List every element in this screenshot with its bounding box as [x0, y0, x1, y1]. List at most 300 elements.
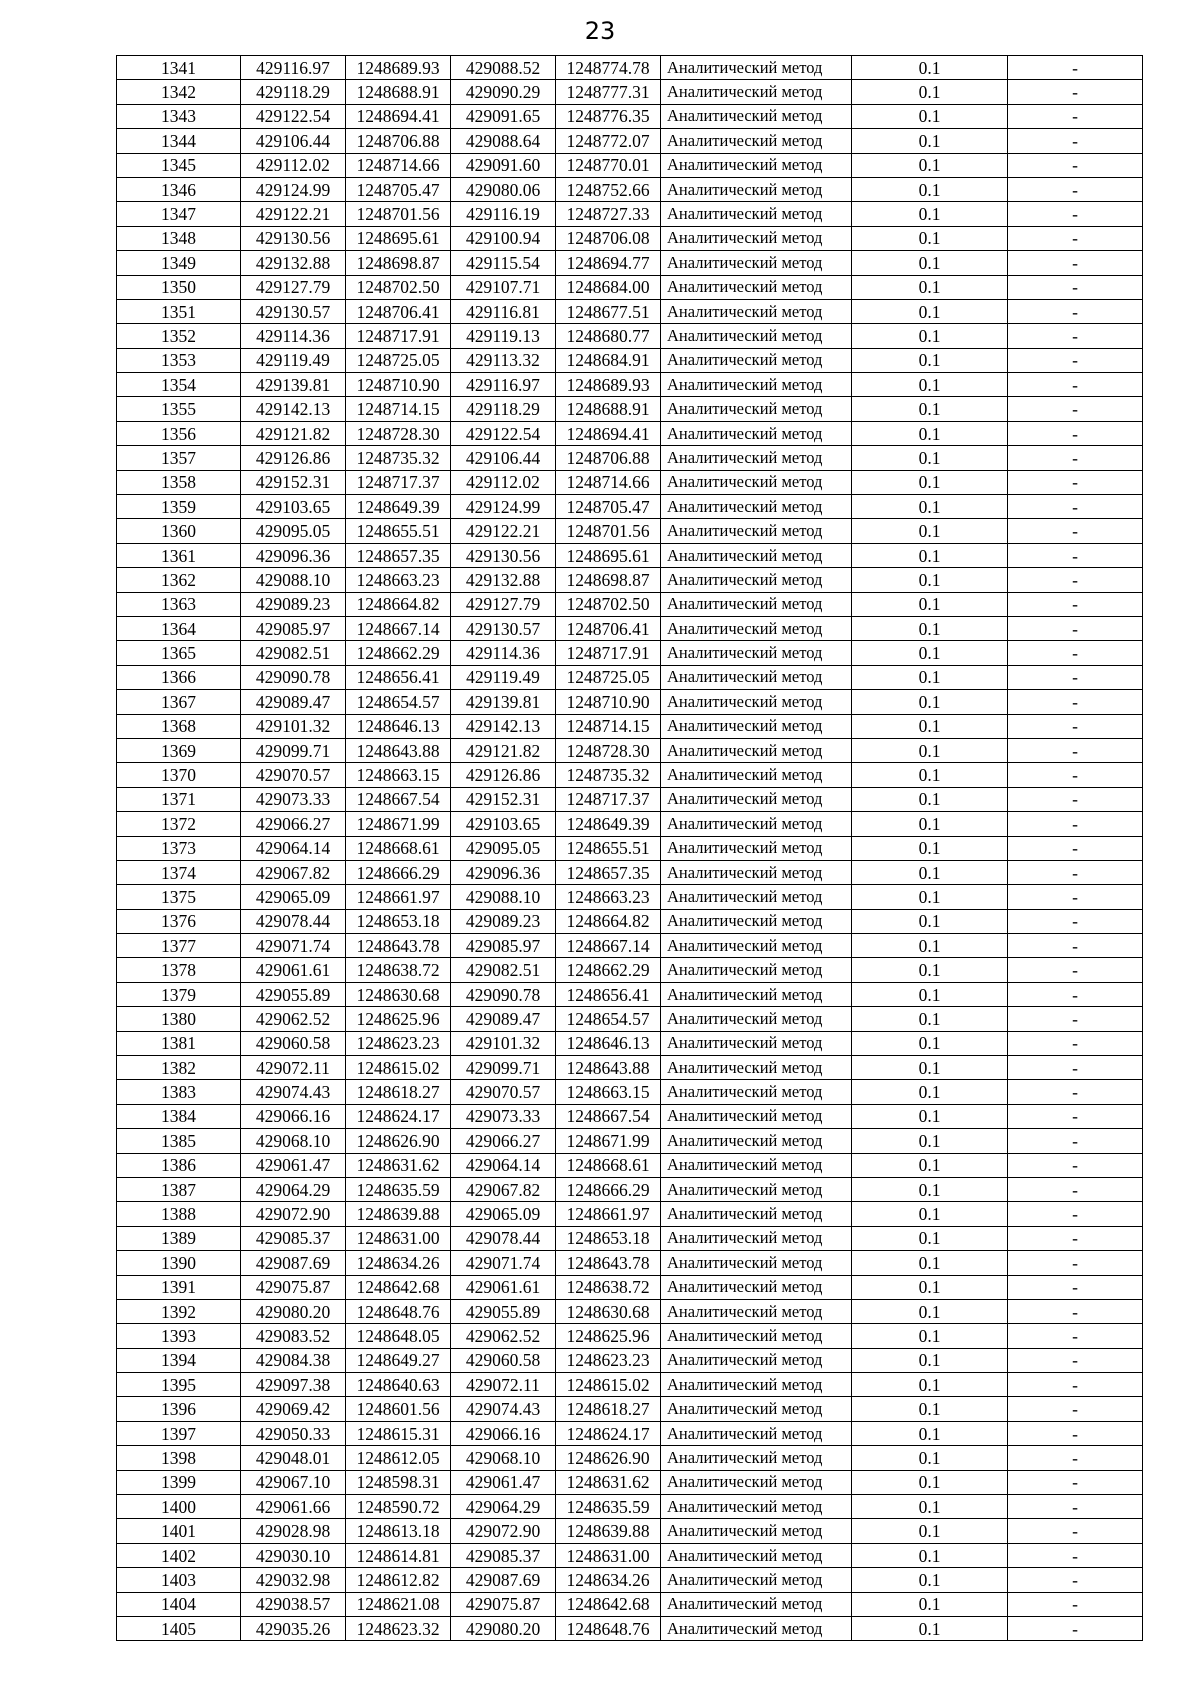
- y1-cell: 1248717.37: [346, 470, 451, 494]
- point-number-cell: 1396: [117, 1397, 241, 1421]
- y2-cell: 1248777.31: [556, 80, 661, 104]
- x2-cell: 429091.65: [451, 104, 556, 128]
- x1-cell: 429124.99: [241, 177, 346, 201]
- table-row: [117, 1153, 1143, 1177]
- y2-cell: 1248728.30: [556, 738, 661, 762]
- table-row: [117, 1519, 1143, 1543]
- x1-cell: 429067.82: [241, 860, 346, 884]
- x2-cell: 429112.02: [451, 470, 556, 494]
- method-cell: Аналитический метод: [661, 690, 852, 714]
- accuracy-cell: 0.1: [852, 543, 1008, 567]
- x1-cell: 429103.65: [241, 495, 346, 519]
- accuracy-cell: 0.1: [852, 1031, 1008, 1055]
- x2-cell: 429088.52: [451, 56, 556, 80]
- point-number-cell: 1354: [117, 373, 241, 397]
- method-cell: Аналитический метод: [661, 373, 852, 397]
- point-number-cell: 1362: [117, 568, 241, 592]
- blank-cell: -: [1008, 275, 1143, 299]
- point-number-cell: 1370: [117, 763, 241, 787]
- y2-cell: 1248623.23: [556, 1348, 661, 1372]
- table-row: [117, 958, 1143, 982]
- accuracy-cell: 0.1: [852, 909, 1008, 933]
- y2-cell: 1248706.41: [556, 616, 661, 640]
- y2-cell: 1248649.39: [556, 812, 661, 836]
- method-cell: Аналитический метод: [661, 1568, 852, 1592]
- x2-cell: 429080.06: [451, 177, 556, 201]
- accuracy-cell: 0.1: [852, 421, 1008, 445]
- point-number-cell: 1403: [117, 1568, 241, 1592]
- point-number-cell: 1357: [117, 446, 241, 470]
- point-number-cell: 1389: [117, 1226, 241, 1250]
- table-row: [117, 690, 1143, 714]
- point-number-cell: 1381: [117, 1031, 241, 1055]
- table-row: [117, 1446, 1143, 1470]
- y1-cell: 1248635.59: [346, 1177, 451, 1201]
- method-cell: Аналитический метод: [661, 202, 852, 226]
- table-row: [117, 1617, 1143, 1641]
- method-cell: Аналитический метод: [661, 1226, 852, 1250]
- blank-cell: -: [1008, 860, 1143, 884]
- method-cell: Аналитический метод: [661, 470, 852, 494]
- point-number-cell: 1367: [117, 690, 241, 714]
- blank-cell: -: [1008, 495, 1143, 519]
- y1-cell: 1248642.68: [346, 1275, 451, 1299]
- y2-cell: 1248776.35: [556, 104, 661, 128]
- x2-cell: 429071.74: [451, 1251, 556, 1275]
- y1-cell: 1248646.13: [346, 714, 451, 738]
- table-row: [117, 1202, 1143, 1226]
- x1-cell: 429028.98: [241, 1519, 346, 1543]
- accuracy-cell: 0.1: [852, 1226, 1008, 1250]
- blank-cell: -: [1008, 1348, 1143, 1372]
- y2-cell: 1248684.91: [556, 348, 661, 372]
- method-cell: Аналитический метод: [661, 665, 852, 689]
- blank-cell: -: [1008, 763, 1143, 787]
- y1-cell: 1248714.66: [346, 153, 451, 177]
- point-number-cell: 1351: [117, 299, 241, 323]
- accuracy-cell: 0.1: [852, 1348, 1008, 1372]
- point-number-cell: 1391: [117, 1275, 241, 1299]
- blank-cell: -: [1008, 251, 1143, 275]
- method-cell: Аналитический метод: [661, 1324, 852, 1348]
- x2-cell: 429060.58: [451, 1348, 556, 1372]
- y1-cell: 1248654.57: [346, 690, 451, 714]
- y1-cell: 1248725.05: [346, 348, 451, 372]
- method-cell: Аналитический метод: [661, 421, 852, 445]
- accuracy-cell: 0.1: [852, 690, 1008, 714]
- method-cell: Аналитический метод: [661, 397, 852, 421]
- x2-cell: 429096.36: [451, 860, 556, 884]
- y1-cell: 1248728.30: [346, 421, 451, 445]
- x1-cell: 429126.86: [241, 446, 346, 470]
- method-cell: Аналитический метод: [661, 1031, 852, 1055]
- y1-cell: 1248705.47: [346, 177, 451, 201]
- y1-cell: 1248689.93: [346, 56, 451, 80]
- table-row: [117, 1470, 1143, 1494]
- y2-cell: 1248706.08: [556, 226, 661, 250]
- table-row: [117, 714, 1143, 738]
- method-cell: Аналитический метод: [661, 1080, 852, 1104]
- method-cell: Аналитический метод: [661, 1470, 852, 1494]
- table-row: [117, 982, 1143, 1006]
- method-cell: Аналитический метод: [661, 641, 852, 665]
- method-cell: Аналитический метод: [661, 885, 852, 909]
- x1-cell: 429070.57: [241, 763, 346, 787]
- y2-cell: 1248615.02: [556, 1373, 661, 1397]
- blank-cell: -: [1008, 958, 1143, 982]
- y2-cell: 1248688.91: [556, 397, 661, 421]
- blank-cell: -: [1008, 592, 1143, 616]
- table-row: [117, 1275, 1143, 1299]
- method-cell: Аналитический метод: [661, 56, 852, 80]
- y1-cell: 1248615.31: [346, 1421, 451, 1445]
- y2-cell: 1248667.14: [556, 934, 661, 958]
- method-cell: Аналитический метод: [661, 1056, 852, 1080]
- y1-cell: 1248626.90: [346, 1129, 451, 1153]
- x2-cell: 429078.44: [451, 1226, 556, 1250]
- method-cell: Аналитический метод: [661, 812, 852, 836]
- method-cell: Аналитический метод: [661, 348, 852, 372]
- y2-cell: 1248643.78: [556, 1251, 661, 1275]
- method-cell: Аналитический метод: [661, 982, 852, 1006]
- point-number-cell: 1387: [117, 1177, 241, 1201]
- coordinates-table: [116, 55, 1143, 1641]
- blank-cell: -: [1008, 129, 1143, 153]
- accuracy-cell: 0.1: [852, 1177, 1008, 1201]
- blank-cell: -: [1008, 1080, 1143, 1104]
- x1-cell: 429072.11: [241, 1056, 346, 1080]
- x1-cell: 429118.29: [241, 80, 346, 104]
- point-number-cell: 1390: [117, 1251, 241, 1275]
- method-cell: Аналитический метод: [661, 787, 852, 811]
- point-number-cell: 1350: [117, 275, 241, 299]
- y2-cell: 1248624.17: [556, 1421, 661, 1445]
- accuracy-cell: 0.1: [852, 1519, 1008, 1543]
- y2-cell: 1248694.41: [556, 421, 661, 445]
- accuracy-cell: 0.1: [852, 860, 1008, 884]
- y1-cell: 1248649.27: [346, 1348, 451, 1372]
- x1-cell: 429095.05: [241, 519, 346, 543]
- accuracy-cell: 0.1: [852, 592, 1008, 616]
- y2-cell: 1248643.88: [556, 1056, 661, 1080]
- point-number-cell: 1359: [117, 495, 241, 519]
- accuracy-cell: 0.1: [852, 519, 1008, 543]
- accuracy-cell: 0.1: [852, 1080, 1008, 1104]
- blank-cell: -: [1008, 202, 1143, 226]
- table-row: [117, 1592, 1143, 1616]
- y2-cell: 1248717.91: [556, 641, 661, 665]
- x2-cell: 429068.10: [451, 1446, 556, 1470]
- x1-cell: 429066.27: [241, 812, 346, 836]
- accuracy-cell: 0.1: [852, 812, 1008, 836]
- blank-cell: -: [1008, 348, 1143, 372]
- blank-cell: -: [1008, 446, 1143, 470]
- table-row: [117, 348, 1143, 372]
- method-cell: Аналитический метод: [661, 1177, 852, 1201]
- method-cell: Аналитический метод: [661, 568, 852, 592]
- method-cell: Аналитический метод: [661, 1129, 852, 1153]
- point-number-cell: 1400: [117, 1495, 241, 1519]
- accuracy-cell: 0.1: [852, 275, 1008, 299]
- method-cell: Аналитический метод: [661, 1251, 852, 1275]
- y2-cell: 1248717.37: [556, 787, 661, 811]
- x2-cell: 429064.29: [451, 1495, 556, 1519]
- accuracy-cell: 0.1: [852, 177, 1008, 201]
- method-cell: Аналитический метод: [661, 1202, 852, 1226]
- y2-cell: 1248725.05: [556, 665, 661, 689]
- blank-cell: -: [1008, 934, 1143, 958]
- point-number-cell: 1404: [117, 1592, 241, 1616]
- y1-cell: 1248667.14: [346, 616, 451, 640]
- table-row: [117, 1251, 1143, 1275]
- y2-cell: 1248671.99: [556, 1129, 661, 1153]
- method-cell: Аналитический метод: [661, 1421, 852, 1445]
- method-cell: Аналитический метод: [661, 616, 852, 640]
- x1-cell: 429030.10: [241, 1543, 346, 1567]
- y1-cell: 1248663.23: [346, 568, 451, 592]
- y2-cell: 1248698.87: [556, 568, 661, 592]
- y2-cell: 1248655.51: [556, 836, 661, 860]
- x1-cell: 429121.82: [241, 421, 346, 445]
- point-number-cell: 1378: [117, 958, 241, 982]
- x1-cell: 429084.38: [241, 1348, 346, 1372]
- accuracy-cell: 0.1: [852, 1299, 1008, 1323]
- point-number-cell: 1393: [117, 1324, 241, 1348]
- point-number-cell: 1392: [117, 1299, 241, 1323]
- y2-cell: 1248710.90: [556, 690, 661, 714]
- point-number-cell: 1395: [117, 1373, 241, 1397]
- x1-cell: 429074.43: [241, 1080, 346, 1104]
- point-number-cell: 1373: [117, 836, 241, 860]
- blank-cell: -: [1008, 1056, 1143, 1080]
- x2-cell: 429099.71: [451, 1056, 556, 1080]
- method-cell: Аналитический метод: [661, 275, 852, 299]
- blank-cell: -: [1008, 397, 1143, 421]
- y2-cell: 1248630.68: [556, 1299, 661, 1323]
- blank-cell: -: [1008, 714, 1143, 738]
- method-cell: Аналитический метод: [661, 1617, 852, 1641]
- x1-cell: 429085.97: [241, 616, 346, 640]
- x1-cell: 429064.14: [241, 836, 346, 860]
- table-row: [117, 787, 1143, 811]
- point-number-cell: 1355: [117, 397, 241, 421]
- x2-cell: 429070.57: [451, 1080, 556, 1104]
- method-cell: Аналитический метод: [661, 714, 852, 738]
- accuracy-cell: 0.1: [852, 202, 1008, 226]
- table-row: [117, 1421, 1143, 1445]
- y1-cell: 1248631.62: [346, 1153, 451, 1177]
- point-number-cell: 1401: [117, 1519, 241, 1543]
- point-number-cell: 1368: [117, 714, 241, 738]
- blank-cell: -: [1008, 519, 1143, 543]
- y2-cell: 1248657.35: [556, 860, 661, 884]
- table-row: [117, 495, 1143, 519]
- accuracy-cell: 0.1: [852, 1251, 1008, 1275]
- method-cell: Аналитический метод: [661, 251, 852, 275]
- y1-cell: 1248598.31: [346, 1470, 451, 1494]
- y2-cell: 1248664.82: [556, 909, 661, 933]
- table-row: [117, 80, 1143, 104]
- x1-cell: 429082.51: [241, 641, 346, 665]
- accuracy-cell: 0.1: [852, 885, 1008, 909]
- table-row: [117, 1348, 1143, 1372]
- point-number-cell: 1399: [117, 1470, 241, 1494]
- method-cell: Аналитический метод: [661, 495, 852, 519]
- point-number-cell: 1374: [117, 860, 241, 884]
- x2-cell: 429115.54: [451, 251, 556, 275]
- blank-cell: -: [1008, 1129, 1143, 1153]
- blank-cell: -: [1008, 104, 1143, 128]
- table-row: [117, 373, 1143, 397]
- x2-cell: 429089.47: [451, 1007, 556, 1031]
- x2-cell: 429116.97: [451, 373, 556, 397]
- method-cell: Аналитический метод: [661, 1495, 852, 1519]
- method-cell: Аналитический метод: [661, 104, 852, 128]
- x1-cell: 429114.36: [241, 324, 346, 348]
- y1-cell: 1248623.32: [346, 1617, 451, 1641]
- x2-cell: 429080.20: [451, 1617, 556, 1641]
- x1-cell: 429090.78: [241, 665, 346, 689]
- x1-cell: 429078.44: [241, 909, 346, 933]
- method-cell: Аналитический метод: [661, 763, 852, 787]
- y1-cell: 1248640.63: [346, 1373, 451, 1397]
- point-number-cell: 1376: [117, 909, 241, 933]
- x2-cell: 429106.44: [451, 446, 556, 470]
- accuracy-cell: 0.1: [852, 714, 1008, 738]
- blank-cell: -: [1008, 982, 1143, 1006]
- blank-cell: -: [1008, 1397, 1143, 1421]
- y2-cell: 1248770.01: [556, 153, 661, 177]
- y2-cell: 1248654.57: [556, 1007, 661, 1031]
- accuracy-cell: 0.1: [852, 1202, 1008, 1226]
- method-cell: Аналитический метод: [661, 1519, 852, 1543]
- accuracy-cell: 0.1: [852, 1104, 1008, 1128]
- method-cell: Аналитический метод: [661, 129, 852, 153]
- y1-cell: 1248612.82: [346, 1568, 451, 1592]
- x1-cell: 429097.38: [241, 1373, 346, 1397]
- y1-cell: 1248735.32: [346, 446, 451, 470]
- x2-cell: 429103.65: [451, 812, 556, 836]
- x2-cell: 429066.16: [451, 1421, 556, 1445]
- x2-cell: 429107.71: [451, 275, 556, 299]
- y1-cell: 1248625.96: [346, 1007, 451, 1031]
- y2-cell: 1248677.51: [556, 299, 661, 323]
- x1-cell: 429085.37: [241, 1226, 346, 1250]
- blank-cell: -: [1008, 80, 1143, 104]
- method-cell: Аналитический метод: [661, 1153, 852, 1177]
- y1-cell: 1248649.39: [346, 495, 451, 519]
- table-row: [117, 226, 1143, 250]
- blank-cell: -: [1008, 1543, 1143, 1567]
- y2-cell: 1248662.29: [556, 958, 661, 982]
- y2-cell: 1248684.00: [556, 275, 661, 299]
- method-cell: Аналитический метод: [661, 153, 852, 177]
- accuracy-cell: 0.1: [852, 470, 1008, 494]
- y2-cell: 1248689.93: [556, 373, 661, 397]
- x1-cell: 429101.32: [241, 714, 346, 738]
- method-cell: Аналитический метод: [661, 543, 852, 567]
- y1-cell: 1248601.56: [346, 1397, 451, 1421]
- table-row: [117, 251, 1143, 275]
- blank-cell: -: [1008, 1177, 1143, 1201]
- y2-cell: 1248705.47: [556, 495, 661, 519]
- accuracy-cell: 0.1: [852, 958, 1008, 982]
- accuracy-cell: 0.1: [852, 1421, 1008, 1445]
- y2-cell: 1248661.97: [556, 1202, 661, 1226]
- y2-cell: 1248694.77: [556, 251, 661, 275]
- blank-cell: -: [1008, 1495, 1143, 1519]
- table-row: [117, 1080, 1143, 1104]
- blank-cell: -: [1008, 690, 1143, 714]
- y2-cell: 1248631.00: [556, 1543, 661, 1567]
- y2-cell: 1248631.62: [556, 1470, 661, 1494]
- y1-cell: 1248643.78: [346, 934, 451, 958]
- x1-cell: 429072.90: [241, 1202, 346, 1226]
- table-row: [117, 1397, 1143, 1421]
- accuracy-cell: 0.1: [852, 153, 1008, 177]
- point-number-cell: 1349: [117, 251, 241, 275]
- x1-cell: 429116.97: [241, 56, 346, 80]
- table-row: [117, 1226, 1143, 1250]
- y1-cell: 1248648.05: [346, 1324, 451, 1348]
- blank-cell: -: [1008, 1104, 1143, 1128]
- blank-cell: -: [1008, 1519, 1143, 1543]
- method-cell: Аналитический метод: [661, 1104, 852, 1128]
- x2-cell: 429100.94: [451, 226, 556, 250]
- blank-cell: -: [1008, 1324, 1143, 1348]
- x2-cell: 429072.90: [451, 1519, 556, 1543]
- x2-cell: 429122.21: [451, 519, 556, 543]
- x2-cell: 429067.82: [451, 1177, 556, 1201]
- x1-cell: 429069.42: [241, 1397, 346, 1421]
- x2-cell: 429055.89: [451, 1299, 556, 1323]
- x1-cell: 429068.10: [241, 1129, 346, 1153]
- accuracy-cell: 0.1: [852, 1495, 1008, 1519]
- table-row: [117, 153, 1143, 177]
- blank-cell: -: [1008, 1031, 1143, 1055]
- blank-cell: -: [1008, 1251, 1143, 1275]
- y1-cell: 1248643.88: [346, 738, 451, 762]
- blank-cell: -: [1008, 787, 1143, 811]
- y2-cell: 1248702.50: [556, 592, 661, 616]
- x2-cell: 429066.27: [451, 1129, 556, 1153]
- table-row: [117, 177, 1143, 201]
- method-cell: Аналитический метод: [661, 1446, 852, 1470]
- x1-cell: 429112.02: [241, 153, 346, 177]
- y1-cell: 1248657.35: [346, 543, 451, 567]
- blank-cell: -: [1008, 299, 1143, 323]
- y1-cell: 1248667.54: [346, 787, 451, 811]
- accuracy-cell: 0.1: [852, 738, 1008, 762]
- table-row: [117, 836, 1143, 860]
- point-number-cell: 1371: [117, 787, 241, 811]
- point-number-cell: 1352: [117, 324, 241, 348]
- point-number-cell: 1388: [117, 1202, 241, 1226]
- y1-cell: 1248639.88: [346, 1202, 451, 1226]
- point-number-cell: 1405: [117, 1617, 241, 1641]
- table-row: [117, 568, 1143, 592]
- x1-cell: 429038.57: [241, 1592, 346, 1616]
- x2-cell: 429064.14: [451, 1153, 556, 1177]
- blank-cell: -: [1008, 1470, 1143, 1494]
- point-number-cell: 1394: [117, 1348, 241, 1372]
- blank-cell: -: [1008, 738, 1143, 762]
- point-number-cell: 1361: [117, 543, 241, 567]
- blank-cell: -: [1008, 909, 1143, 933]
- table-row: [117, 446, 1143, 470]
- point-number-cell: 1363: [117, 592, 241, 616]
- accuracy-cell: 0.1: [852, 934, 1008, 958]
